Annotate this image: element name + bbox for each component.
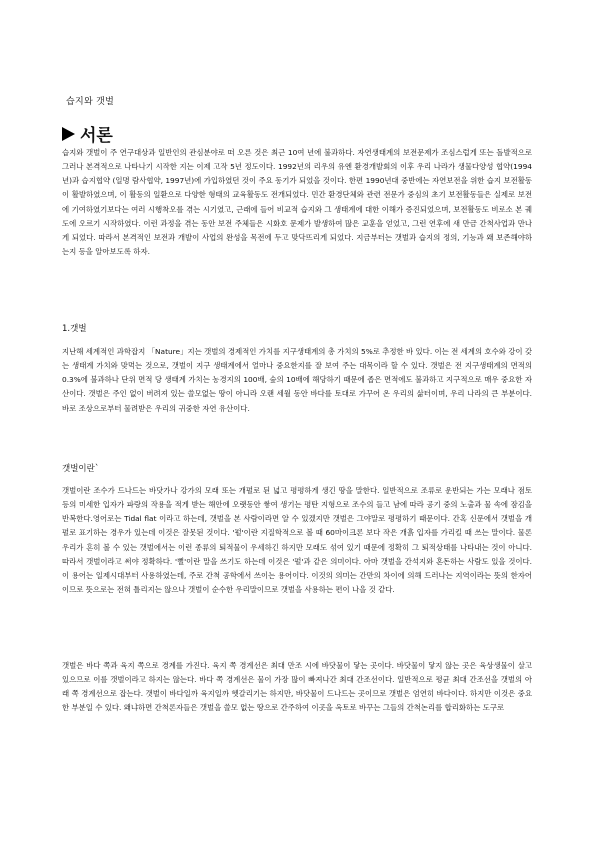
definition-paragraph: 갯벌이란 조수가 드나드는 바닷가나 강가의 모래 또는 개펄로 된 넓고 평평하게 생긴 땅을 말한다. 일반적으로 조류로 운반되는 가는 모래나 점토 등의 미세한 입자가 파랑의 작용을 적게 받는 해안에 오랫동안 쌓여 생기는 평탄 지형으로 조수의 들고 남에 따라 공기 중의 노출과 물 속에 잠김을 반복한다.영어로는 Tidal flat 이라고 하는데, 갯벌을 본 사람이라면 알 수 있겠지만 갯벌은 그야말로 평평하기 때문이다. 간혹 신문에서 갯벌을 개펄로 표기하는 경우가 있는데 이것은 잘못된 것이다. '펄'이란 지질학적으로 볼 때 60마이크론 보다 작은 개흙 입자를 가리킬 때 쓰는 말이다. 물론 우리가 흔히 볼 수 있는 갯벌에서는 이런 종류의 퇴적물이 우세하긴 하지만 모래도 섞여 있기 때문에 정확히 그 퇴적상태를 나타내는 것이 아니다. 따라서 갯벌이라고 써야 정확하다. '뻘'이란 말을 쓰기도 하는데 이것은 '펄'과 같은 의미이다. 아마 갯벌을 간석지와 혼돈하는 사람도 있을 것이다. 이 용어는 일제시대부터 사용하였는데, 주로 간척 공학에서 쓰이는 용어이다. 이것의 의미는 간만의 차이에 의해 드러나는 지역이라는 뜻의 한자어이므로 뜻으로는 전혀 틀리지는 않으나 갯벌이 순수한 우리말이므로 갯벌을 사용하는 편이 나을 것 같다. [62, 486, 532, 595]
subheading-tidal-flat: 1.갯벌 [62, 324, 87, 334]
section-heading [62, 121, 113, 146]
triangle-bullet-icon [62, 127, 75, 141]
subheading-definition: 갯벌이란` [62, 464, 100, 474]
section-heading-text: 서론 [80, 126, 113, 146]
document-title: 습지와 갯벌 [66, 97, 115, 107]
boundary-paragraph: 갯벌은 바다 쪽과 육지 쪽으로 경계를 가진다. 육지 쪽 경계선은 최대 만조 시에 바닷물이 닿는 곳이다. 바닷물이 닿지 않는 곳은 육상생물이 살고 있으므로 이를 갯벌이라고 하지는 않는다. 바다 쪽 경계선은 물이 가장 많이 빠져나간 최대 간조선이다. 일반적으로 평균 최대 간조선을 갯벌의 아래 쪽 경계선으로 잡는다. 갯벌이 바다일까 육지일까 헷갈리기는 하지만, 바닷물이 드나드는 곳이므로 갯벌은 엄연히 바다이다. 하지만 이것은 중요한 부분일 수 있다. 왜냐하면 간척론자들은 갯벌을 쓸모 없는 땅으로 간주하여 이곳을 옥토로 바꾸는 그들의 간척논리를 합리화하는 도구로 [62, 661, 532, 713]
intro-paragraph: 습지와 갯벌이 주 연구대상과 일반인의 관심분야로 떠 오른 것은 최근 10여 년에 불과하다. 자연생태계의 보전문제가 조심스럽게 또는 돌발적으로 그러나 본격적으로 나타나기 시작한 지는 이제 고작 5년 정도이다. 1992년의 리우의 유엔 환경개발회의 이후 우리 나라가 생물다양성 협약(1994년)과 습지협약 (일명 람사협약, 1997년)에 가입하였던 것이 주요 동기가 되었을 것이다. 한편 1990년대 중반에는 자연보전을 위한 습지 보전활동이 활발하였으며, 이 활동의 일환으로 다양한 형태의 교육활동도 전개되었다. 민간 환경단체와 관련 전문가 중심의 초기 보전활동들은 실제로 보전에 기여하였기보다는 여러 시행착오를 겪는 시기였고, 근래에 들어 비교적 습지와 그 생태계에 대한 이해가 증진되었으며, 보전활동도 비로소 본 궤도에 오르기 시작하였다. 이런 과정을 겪는 동안 보전 주체들은 시화호 문제가 발생하여 많은 교훈을 얻었고, 그런 연후에 새 만금 간척사업과 만나게 되었다. 따라서 본격적인 보전과 개발이 사업의 완성을 목전에 두고 맞닥뜨리게 되었다. 지금부터는 갯벌과 습지의 정의, 기능과 왜 보존해야하는지 등을 알아보도록 하자. [62, 148, 532, 257]
tidal-value-paragraph: 지난해 세계적인 과학잡지 「Nature」지는 갯벌의 경제적인 가치를 지구생태계의 총 가치의 5%로 추정한 바 있다. 이는 전 세계의 호수와 강이 갖는 생태계 가치와 맞먹는 것으로, 갯벌이 지구 생태계에서 얼마나 중요한지를 잘 보여 주는 대목이라 할 수 있다. 갯벌은 전 지구생태계의 면적의 0.3%에 불과하나 단위 면적 당 생태계 가치는 농경지의 100배, 숲의 10배에 해당하기 때문에 좁은 면적에도 불과하고 지구적으로 매우 중요한 자산이다. 갯벌은 주인 없이 버려져 있는 쓸모없는 땅이 아니라 오랜 세월 동안 바다를 토대로 가꾸어 온 우리의 삶터이며, 우리 나라의 큰 부분이다. 바로 조상으로부터 물려받은 우리의 귀중한 자연 유산이다. [62, 347, 532, 413]
